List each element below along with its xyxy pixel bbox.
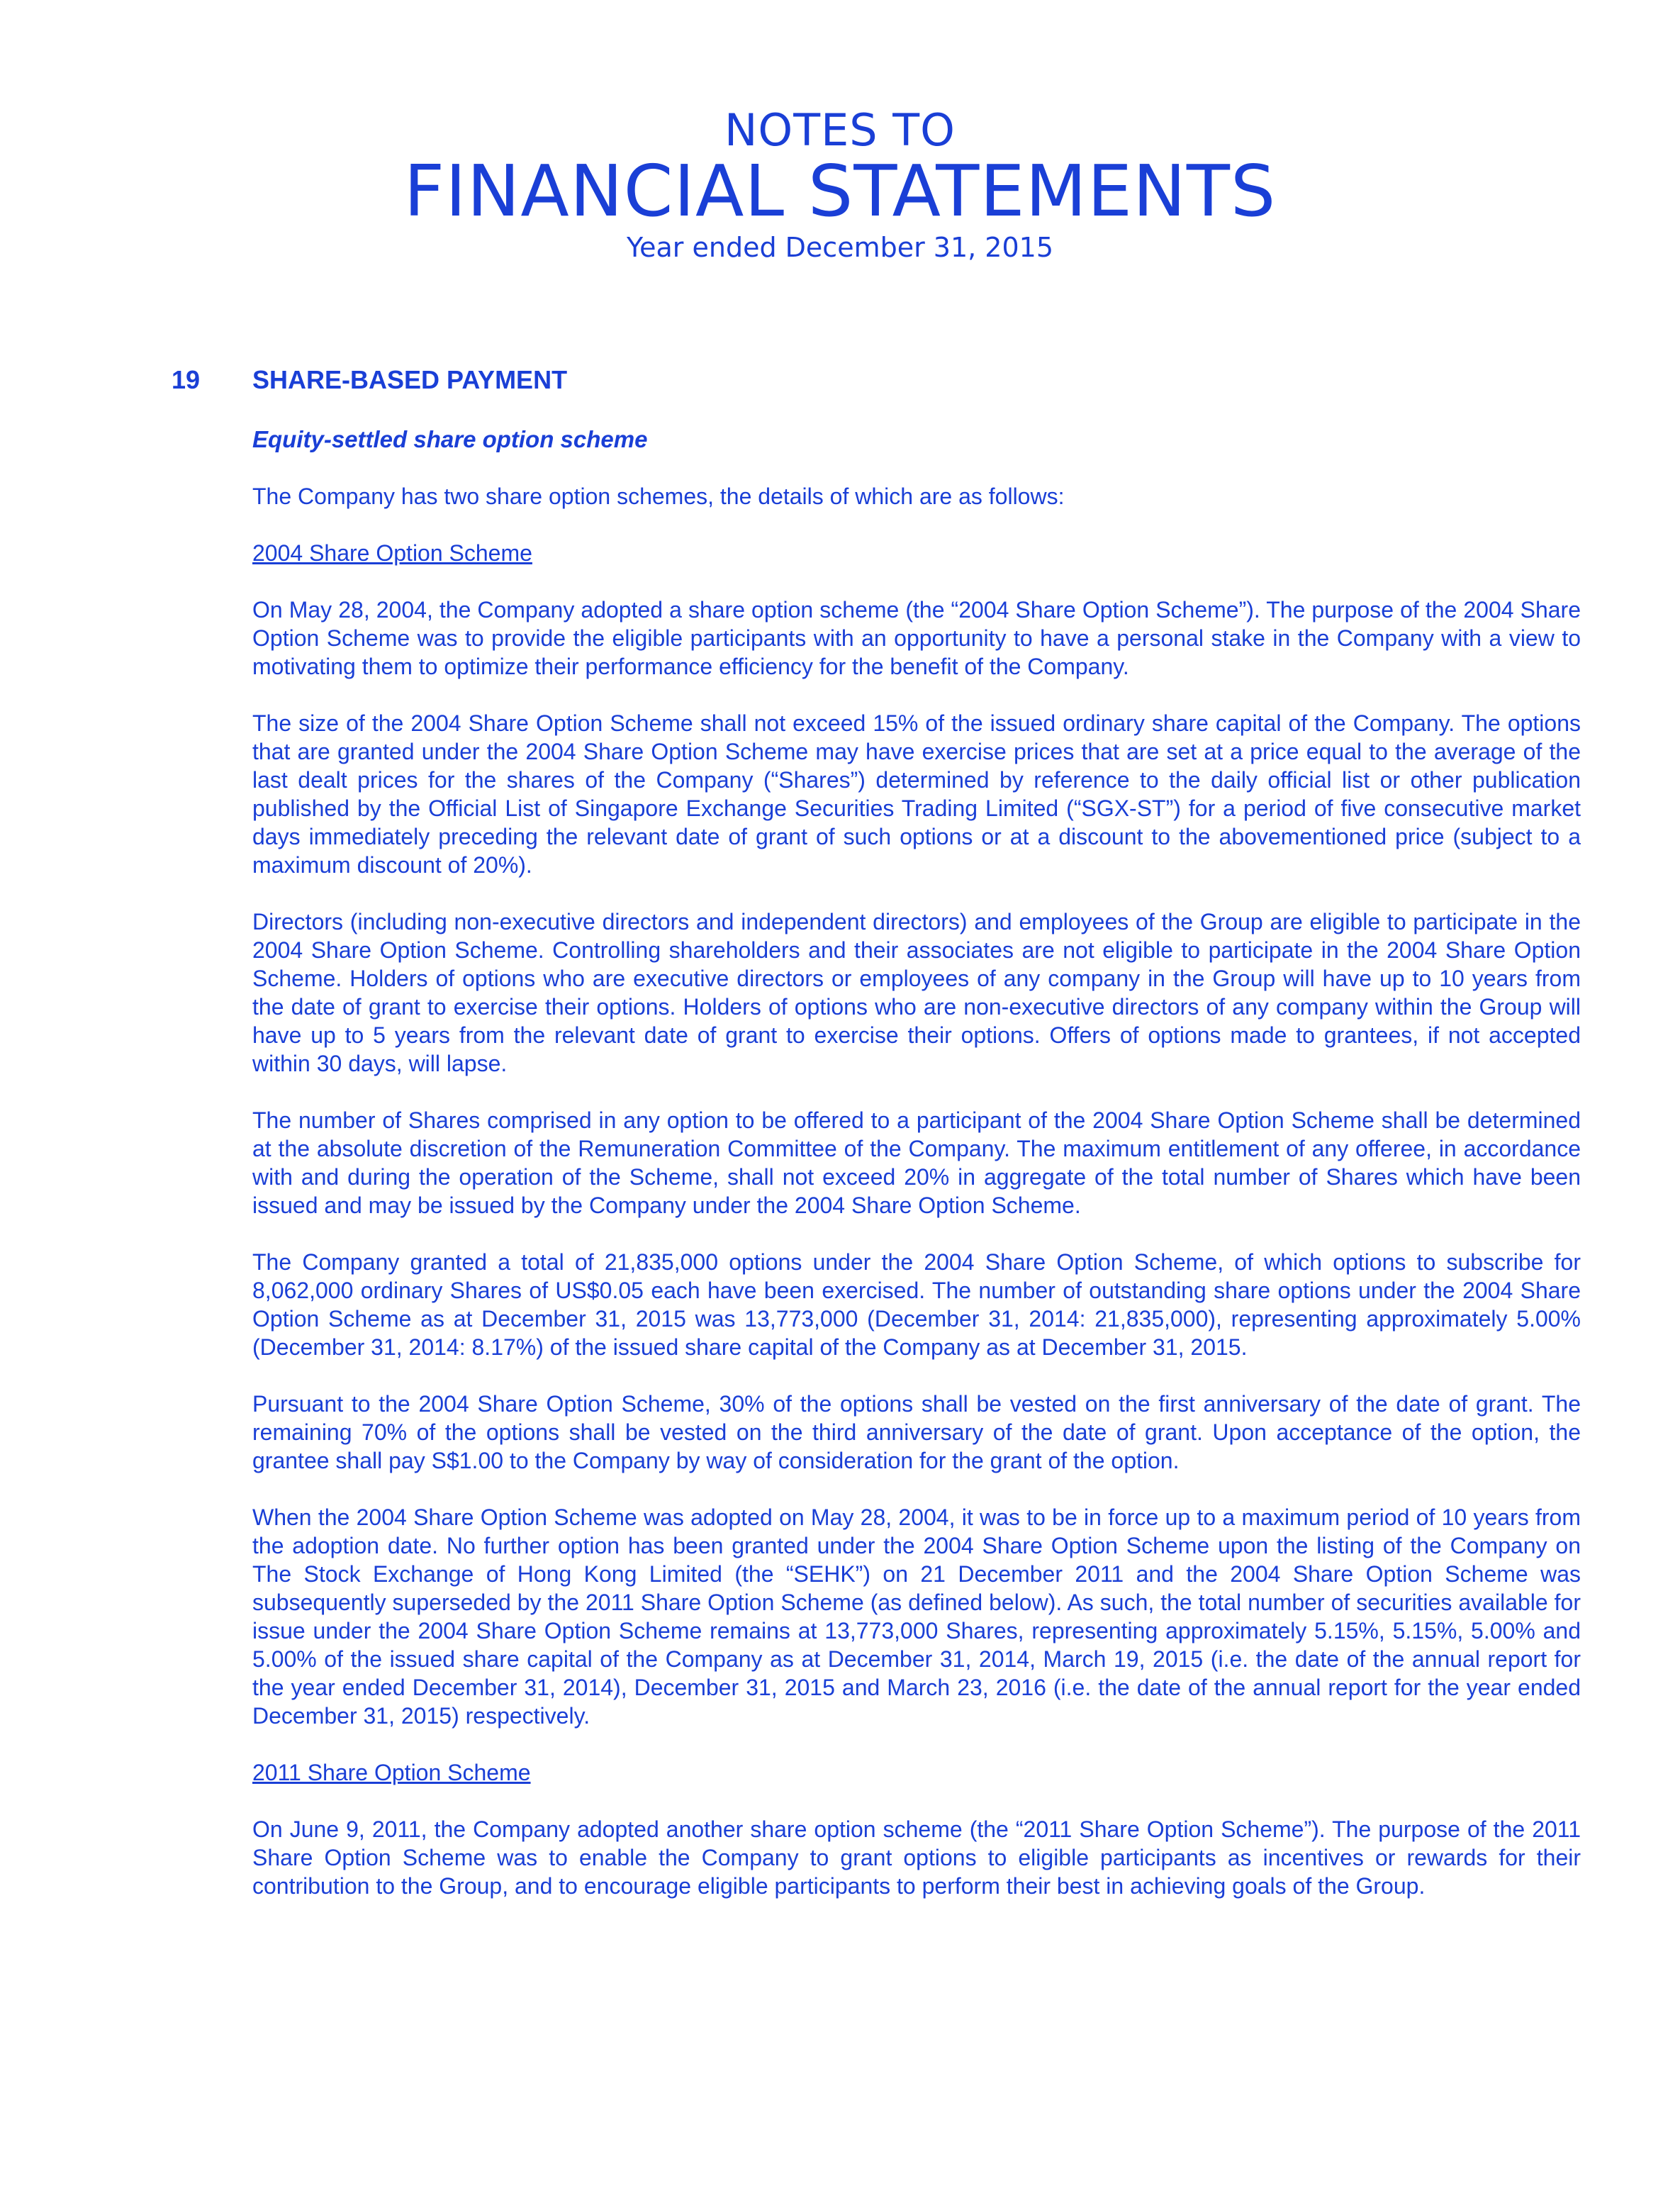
header-year: Year ended December 31, 2015 — [626, 232, 1054, 263]
scheme-2011-heading: 2011 Share Option Scheme — [252, 1760, 531, 1785]
paragraph-2004-granted: The Company granted a total of 21,835,000 options under the 2004 Share Option Scheme, of which options to subscribe for 8,062,000 ordinary Shares of US$0.05 each have been exercised. The number of outstanding share options under the 2004 Share Option Scheme as at December 31, 2015 was 13,773,000 (December 31, 2014: 21,835,000), representing approximately 5.00% (December 31, 2014: 8.17%) of the issued share capital of the Company as at December 31, 2015. — [252, 1249, 1581, 1360]
intro-paragraph: The Company has two share option schemes, the details of which are as follows: — [252, 484, 1065, 509]
section-number: 19 — [172, 365, 201, 394]
paragraph-2004-vesting: Pursuant to the 2004 Share Option Scheme, 30% of the options shall be vested on the first anniversary of the date of grant. The remaining 70% of the options shall be vested on the third anniversary of the date of grant. Upon acceptance of the option, the grantee shall pay S$1.00 to the Company by way of consideration for the grant of the option. — [252, 1391, 1581, 1473]
paragraph-2011-purpose: On June 9, 2011, the Company adopted another share option scheme (the “2011 Share Option Scheme”). The purpose of the 2011 Share Option Scheme was to enable the Company to grant options to eligible participants as incentives or rewards for their contribution to the Group, and to encourage eligible participants to perform their best in achieving goals of the Group. — [252, 1816, 1581, 1899]
paragraph-2004-eligibility: Directors (including non-executive directors and independent directors) and employees of the Group are eligible to participate in the 2004 Share Option Scheme. Controlling shareholders and their associates are not eligible to participate in the 2004 Share Option Scheme. Holders of options who are executive directors or employees of any company in the Group will have up to 10 years from the date of grant to exercise their options. Holders of options who are non-executive directors of any company within the Group will have up to 5 years from the relevant date of grant to exercise their options. Offers of options made to grantees, if not accepted within 30 days, will lapse. — [252, 909, 1581, 1076]
header-title: FINANCIAL STATEMENTS — [403, 150, 1277, 233]
header-notes-to: NOTES TO — [724, 104, 956, 156]
paragraph-2004-purpose: On May 28, 2004, the Company adopted a share option scheme (the “2004 Share Option Scheme”). The purpose of the 2004 Share Option Scheme was to provide the eligible participants with an opportunity to have a personal stake in the Company with a view to motivating them to optimize their performance efficiency for the benefit of the Company. — [252, 597, 1581, 679]
paragraph-2004-superseded: When the 2004 Share Option Scheme was adopted on May 28, 2004, it was to be in force up to a maximum period of 10 years from the adoption date. No further option has been granted under the 2004 Share Option Scheme upon the listing of the Company on The Stock Exchange of Hong Kong Limited (the “SEHK”) on 21 December 2011 and the 2004 Share Option Scheme was subsequently superseded by the 2011 Share Option Scheme (as defined below). As such, the total number of securities available for issue under the 2004 Share Option Scheme remains at 13,773,000 Shares, representing approximately 5.15%, 5.15%, 5.00% and 5.00% of the issued share capital of the Company as at December 31, 2014, March 19, 2015 (i.e. the date of the annual report for the year ended December 31, 2014), December 31, 2015 and March 23, 2016 (i.e. the date of the annual report for the year ended December 31, 2015) respectively. — [252, 1505, 1581, 1729]
section-title: SHARE-BASED PAYMENT — [252, 365, 568, 394]
page-header — [0, 106, 1680, 265]
section-content — [252, 425, 1581, 1929]
subheading: Equity-settled share option scheme — [252, 426, 648, 452]
scheme-2004-heading: 2004 Share Option Scheme — [252, 540, 532, 566]
paragraph-2004-entitlement: The number of Shares comprised in any option to be offered to a participant of the 2004 Share Option Scheme shall be determined at the absolute discretion of the Remuneration Committee of the Company. The maximum entitlement of any offeree, in accordance with and during the operation of the Scheme, shall not exceed 20% in aggregate of the total number of Shares which have been issued and may be issued by the Company under the 2004 Share Option Scheme. — [252, 1107, 1581, 1218]
paragraph-2004-size: The size of the 2004 Share Option Scheme shall not exceed 15% of the issued ordinary share capital of the Company. The options that are granted under the 2004 Share Option Scheme may have exercise prices that are set at a price equal to the average of the last dealt prices for the shares of the Company (“Shares”) determined by reference to the daily official list or other publication published by the Official List of Singapore Exchange Securities Trading Limited (“SGX-ST”) for a period of five consecutive market days immediately preceding the relevant date of grant of such options or at a discount to the abovementioned price (subject to a maximum discount of 20%). — [252, 710, 1581, 878]
